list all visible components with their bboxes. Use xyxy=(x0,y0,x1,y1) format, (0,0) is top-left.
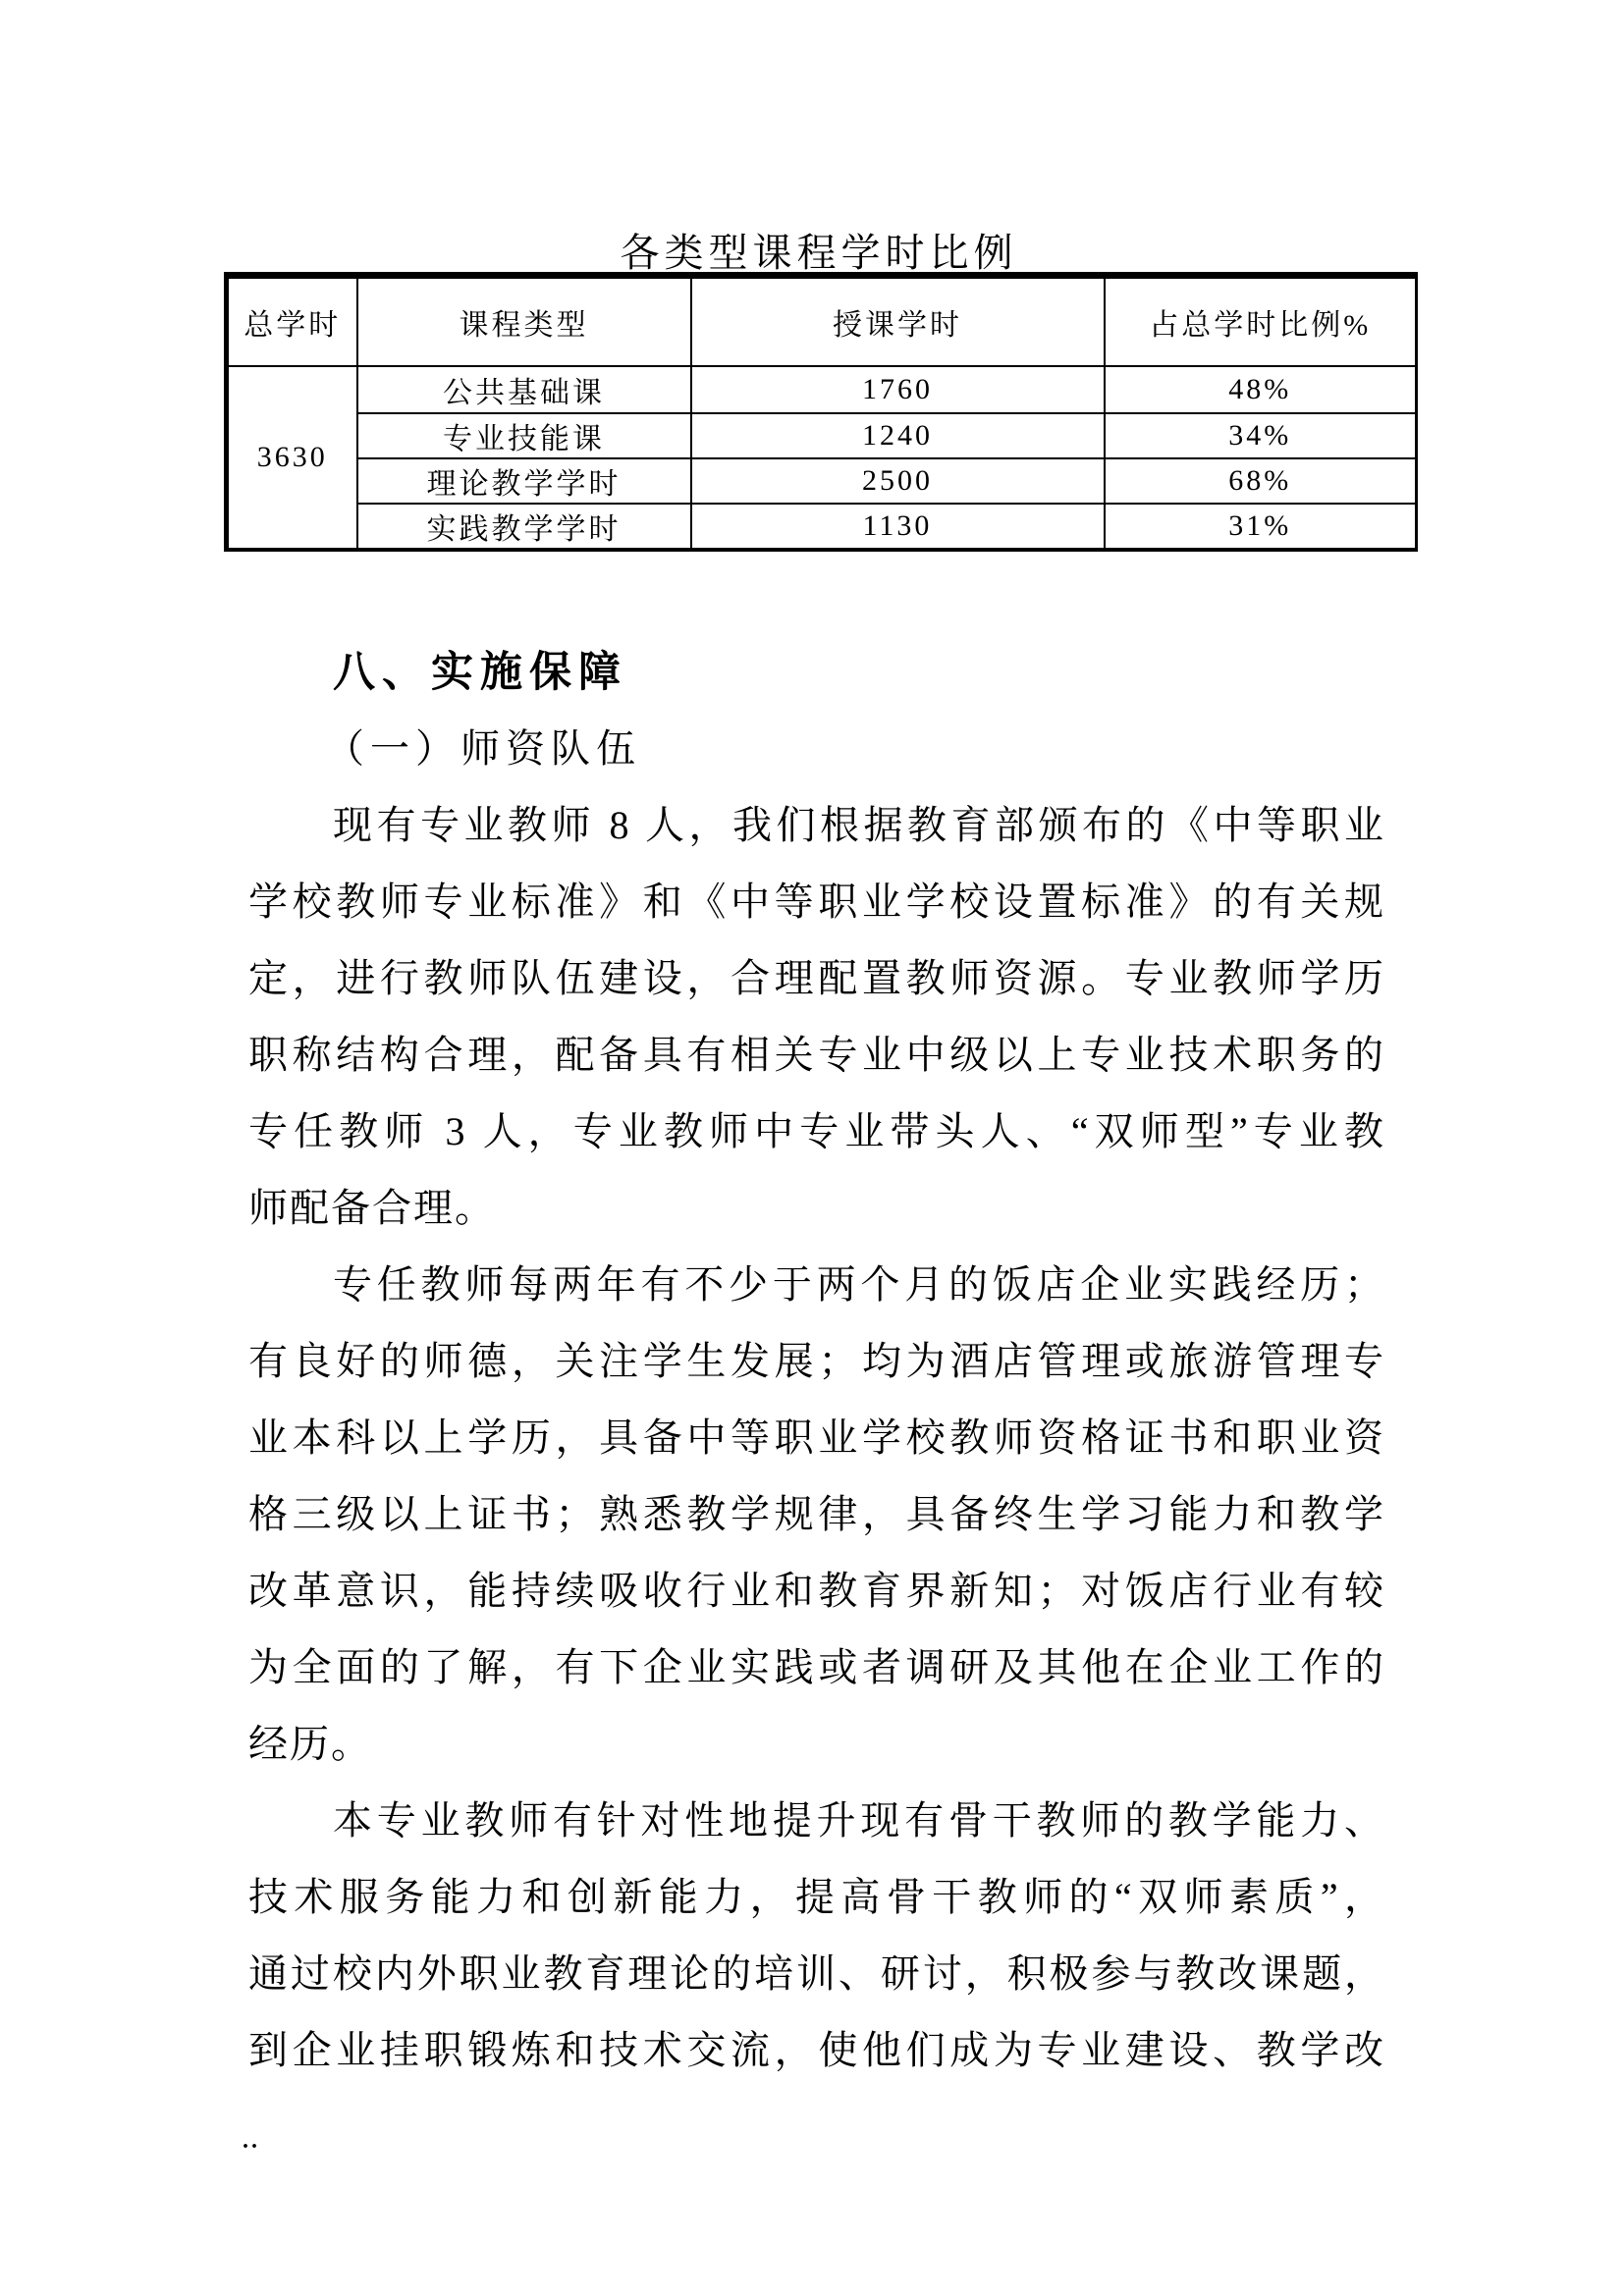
text-line: 本专业教师有针对性地提升现有骨干教师的教学能力、 xyxy=(333,1798,1385,1842)
hours-cell: 1130 xyxy=(691,504,1105,550)
course-type-cell: 公共基础课 xyxy=(357,366,691,413)
text-line: 格三级以上证书；熟悉教学规律，具备终生学习能力和教学 xyxy=(248,1492,1385,1536)
text-line: 业本科以上学历，具备中等职业学校教师资格证书和职业资 xyxy=(248,1415,1385,1460)
text-line: 定，进行教师队伍建设，合理配置教师资源。专业教师学历 xyxy=(248,956,1385,1000)
text-line: 师配备合理。 xyxy=(248,1186,496,1230)
table-title: 各类型课程学时比例 xyxy=(620,231,1018,275)
percent-cell: 48% xyxy=(1105,366,1417,413)
subsection-heading: （一）师资队伍 xyxy=(325,726,641,771)
col-header-total-hours: 总学时 xyxy=(227,276,357,366)
col-header-teaching-hours: 授课学时 xyxy=(691,276,1105,366)
hours-cell: 1240 xyxy=(691,413,1105,458)
footer-mark: .. xyxy=(243,2128,260,2154)
hours-cell: 1760 xyxy=(691,366,1105,413)
percent-cell: 31% xyxy=(1105,504,1417,550)
text-line: 学校教师专业标准》和《中等职业学校设置标准》的有关规 xyxy=(248,880,1385,924)
table-row xyxy=(227,413,1417,458)
course-type-cell: 专业技能课 xyxy=(357,413,691,458)
percent-cell: 68% xyxy=(1105,458,1417,504)
text-line: 专任教师 3 人，专业教师中专业带头人、“双师型”专业教 xyxy=(248,1109,1385,1153)
text-line: 有良好的师德，关注学生发展；均为酒店管理或旅游管理专 xyxy=(248,1339,1385,1383)
text-line: 技术服务能力和创新能力，提高骨干教师的“双师素质”， xyxy=(248,1875,1385,1919)
course-type-cell: 理论教学学时 xyxy=(357,458,691,504)
col-header-course-type: 课程类型 xyxy=(357,276,691,366)
text-line: 为全面的了解，有下企业实践或者调研及其他在企业工作的 xyxy=(248,1645,1385,1689)
course-type-cell: 实践教学学时 xyxy=(357,504,691,550)
body-text-block xyxy=(248,634,1385,2089)
text-line: 到企业挂职锻炼和技术交流，使他们成为专业建设、教学改 xyxy=(248,2028,1385,2072)
hours-cell: 2500 xyxy=(691,458,1105,504)
text-line: 现有专业教师 8 人，我们根据教育部颁布的《中等职业 xyxy=(333,803,1385,847)
paragraph-lines xyxy=(248,787,1385,2089)
total-hours-cell: 3630 xyxy=(227,366,357,550)
text-line: 职称结构合理，配备具有相关专业中级以上专业技术职务的 xyxy=(248,1033,1385,1077)
table-header-row xyxy=(227,276,1417,366)
percent-cell: 34% xyxy=(1105,413,1417,458)
course-hours-table xyxy=(224,272,1418,552)
text-line: 改革意识，能持续吸收行业和教育界新知；对饭店行业有较 xyxy=(248,1569,1385,1613)
table-row xyxy=(227,458,1417,504)
col-header-percentage: 占总学时比例% xyxy=(1105,276,1417,366)
table-row xyxy=(227,366,1417,413)
text-line: 经历。 xyxy=(248,1722,372,1766)
section-heading: 八、实施保障 xyxy=(333,649,627,696)
text-line: 专任教师每两年有不少于两个月的饭店企业实践经历； xyxy=(333,1262,1385,1307)
text-line: 通过校内外职业教育理论的培训、研讨，积极参与教改课题， xyxy=(248,1951,1385,1996)
table-row xyxy=(227,504,1417,550)
